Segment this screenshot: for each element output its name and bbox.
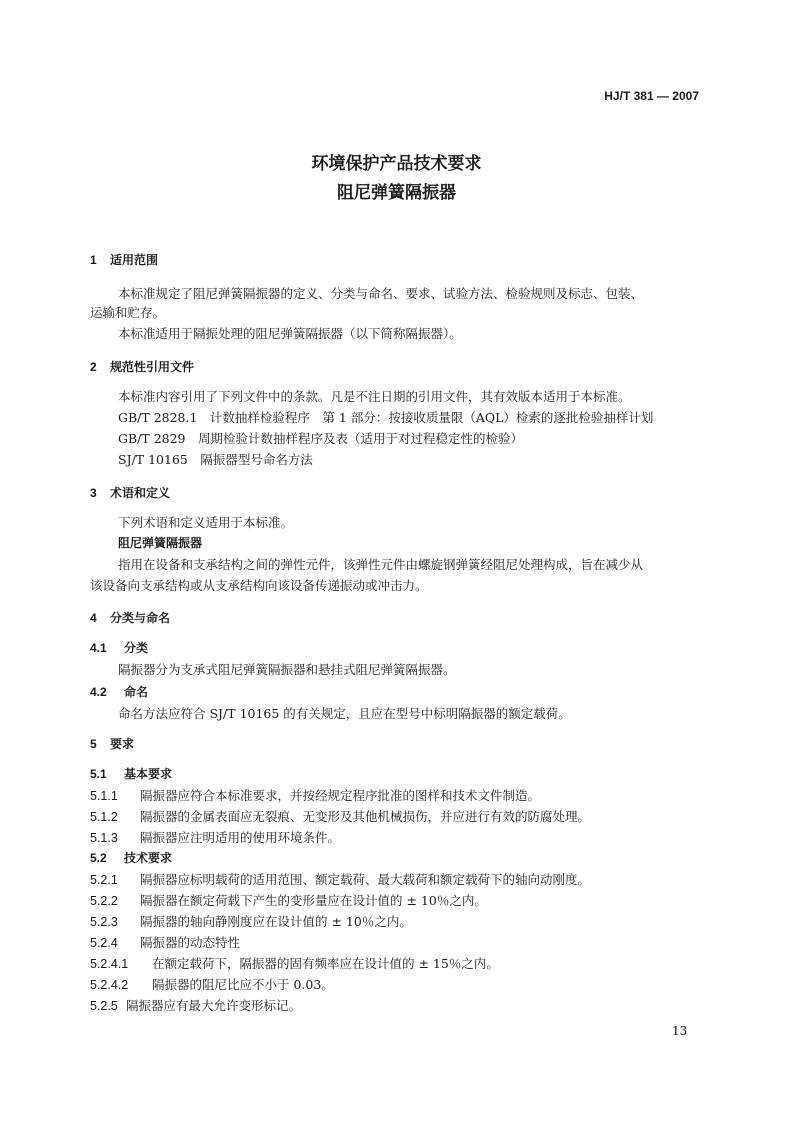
subsection-4-1-heading: 4.1 分类 xyxy=(90,641,149,655)
standard-code: HJ/T 381 — 2007 xyxy=(604,89,699,103)
section-5-heading: 5 要求 xyxy=(90,737,135,751)
section-2-paragraph: 本标准内容引用了下列文件中的条款。凡是不注日期的引用文件，其有效版本适用于本标准。 xyxy=(118,389,631,404)
document-title-line2: 阻尼弹簧隔振器 xyxy=(337,183,456,203)
section-3-paragraph: 下列术语和定义适用于本标准。 xyxy=(118,515,294,530)
clause-5-1-1: 5.1.1 隔振器应符合本标准要求，并按经规定程序批准的图样和技术文件制造。 xyxy=(90,788,541,803)
section-1-paragraph-1b: 运输和贮存。 xyxy=(90,305,166,320)
clause-5-2-2: 5.2.2 隔振器在额定荷载下产生的变形量应在设计值的 ± 10％之内。 xyxy=(90,893,487,908)
clause-5-2-4: 5.2.4 隔振器的动态特性 xyxy=(90,935,241,950)
reference-item: GB/T 2828.1 计数抽样检验程序 第 1 部分：按接收质量限（AQL）检索的逐批检验抽样计划 xyxy=(118,410,654,425)
subsection-4-2-heading: 4.2 命名 xyxy=(90,685,149,699)
clause-5-2-3: 5.2.3 隔振器的轴向静刚度应在设计值的 ± 10％之内。 xyxy=(90,914,412,929)
term-heading: 阻尼弹簧隔振器 xyxy=(118,536,203,550)
term-definition-b: 该设备向支承结构或从支承结构向该设备传递振动或冲击力。 xyxy=(90,578,428,593)
reference-item: SJ/T 10165 隔振器型号命名方法 xyxy=(118,452,313,467)
subsection-4-2-text: 命名方法应符合 SJ/T 10165 的有关规定，且应在型号中标明隔振器的额定载荷。 xyxy=(118,706,571,721)
section-1-heading: 1 适用范围 xyxy=(90,253,159,267)
clause-5-1-2: 5.1.2 隔振器的金属表面应无裂痕、无变形及其他机械损伤，并应进行有效的防腐处理。 xyxy=(90,809,591,824)
term-definition-a: 指用在设备和支承结构之间的弹性元件，该弹性元件由螺旋钢弹簧经阻尼处理构成，旨在减少从 xyxy=(118,557,644,572)
clause-5-2-5: 5.2.5 隔振器应有最大允许变形标记。 xyxy=(90,998,302,1013)
section-3-heading: 3 术语和定义 xyxy=(90,486,171,500)
clause-5-2-4-2: 5.2.4.2 隔振器的阻尼比应不小于 0.03。 xyxy=(90,977,334,992)
section-1-paragraph-1a: 本标准规定了阻尼弹簧隔振器的定义、分类与命名、要求、试验方法、检验规则及标志、包装、 xyxy=(118,286,644,301)
subsection-5-2-heading: 5.2 技术要求 xyxy=(90,851,173,865)
clause-5-2-1: 5.2.1 隔振器应标明载荷的适用范围、额定载荷、最大载荷和额定载荷下的轴向动刚度。 xyxy=(90,872,591,887)
subsection-4-1-text: 隔振器分为支承式阻尼弹簧隔振器和悬挂式阻尼弹簧隔振器。 xyxy=(118,662,456,677)
document-title-line1: 环境保护产品技术要求 xyxy=(311,154,482,174)
section-4-heading: 4 分类与命名 xyxy=(90,611,171,625)
clause-5-1-3: 5.1.3 隔振器应注明适用的使用环境条件。 xyxy=(90,830,341,845)
reference-item: GB/T 2829 周期检验计数抽样程序及表（适用于对过程稳定性的检验） xyxy=(118,431,524,446)
page-number: 13 xyxy=(672,1024,688,1038)
subsection-5-1-heading: 5.1 基本要求 xyxy=(90,767,173,781)
clause-5-2-4-1: 5.2.4.1 在额定载荷下，隔振器的固有频率应在设计值的 ± 15％之内。 xyxy=(90,956,499,971)
section-2-heading: 2 规范性引用文件 xyxy=(90,360,195,374)
section-1-paragraph-2: 本标准适用于隔振处理的阻尼弹簧隔振器（以下简称隔振器）。 xyxy=(118,326,462,341)
